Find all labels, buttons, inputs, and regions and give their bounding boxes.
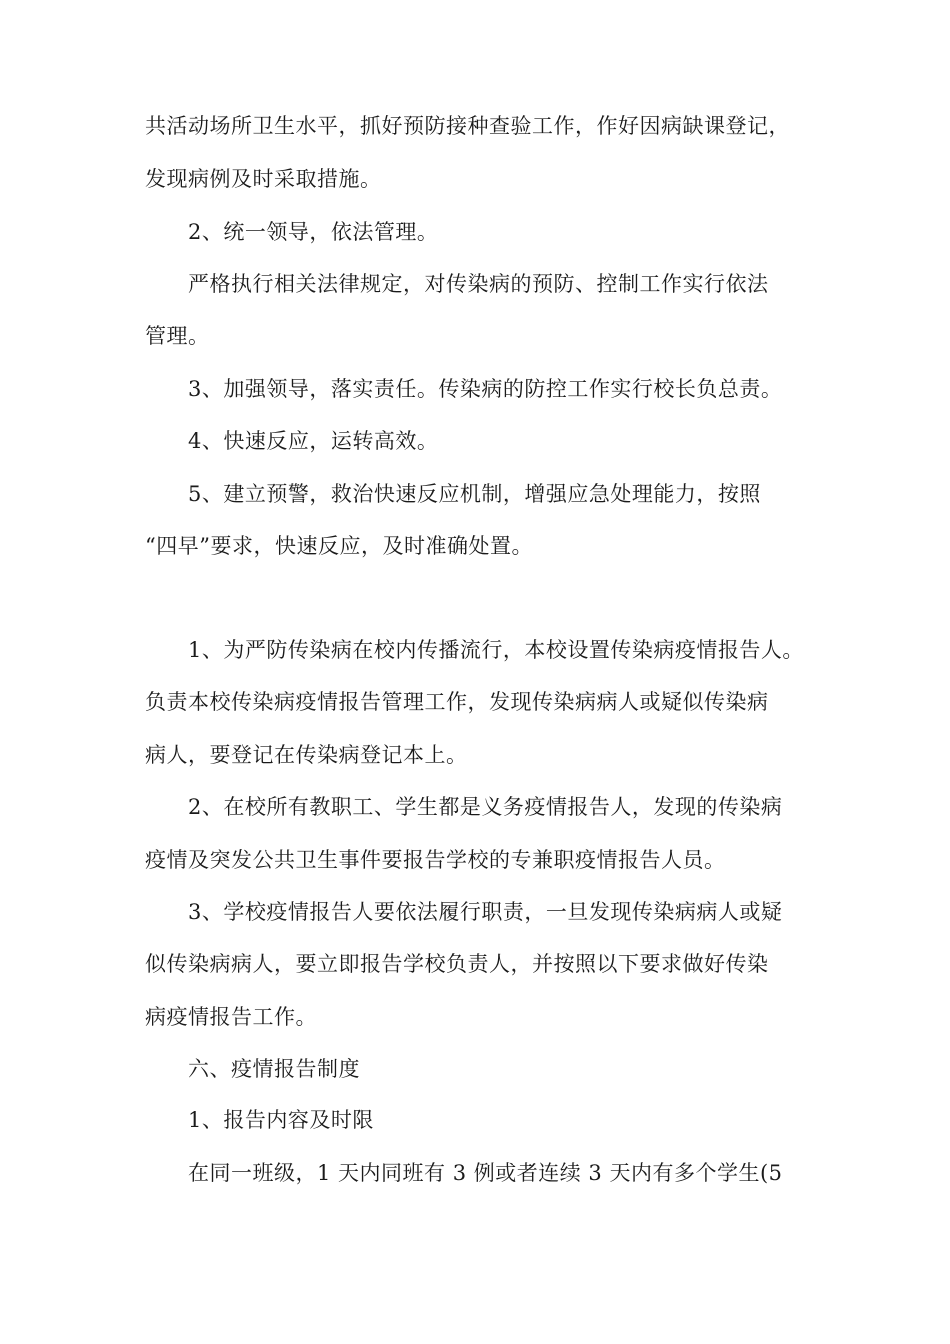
- text-line: 管理。: [145, 324, 210, 348]
- text-line: 病人，要登记在传染病登记本上。: [145, 743, 468, 767]
- text-line: 2、在校所有教职工、学生都是义务疫情报告人，发现的传染病: [188, 795, 783, 819]
- text-line: 负责本校传染病疫情报告管理工作，发现传染病病人或疑似传染病: [145, 690, 769, 714]
- text-line: 4、快速反应，运转高效。: [188, 429, 439, 453]
- text-line: 发现病例及时采取措施。: [145, 167, 382, 191]
- text-line: 1、报告内容及时限: [188, 1108, 374, 1132]
- text-line: 疫情及突发公共卫生事件要报告学校的专兼职疫情报告人员。: [145, 848, 726, 872]
- text-line: 5、建立预警，救治快速反应机制，增强应急处理能力，按照: [188, 482, 761, 506]
- text-line: 3、学校疫情报告人要依法履行职责，一旦发现传染病病人或疑: [188, 900, 783, 924]
- text-line: 病疫情报告工作。: [145, 1005, 317, 1029]
- text-line: 1、为严防传染病在校内传播流行，本校设置传染病疫情报告人。: [188, 638, 804, 662]
- text-line: 2、统一领导，依法管理。: [188, 220, 439, 244]
- text-line: 严格执行相关法律规定，对传染病的预防、控制工作实行依法: [188, 272, 769, 296]
- text-line: 似传染病病人，要立即报告学校负责人，并按照以下要求做好传染: [145, 952, 769, 976]
- text-line: 在同一班级，1 天内同班有 3 例或者连续 3 天内有多个学生(5: [188, 1161, 783, 1185]
- text-line: 3、加强领导，落实责任。传染病的防控工作实行校长负总责。: [188, 377, 783, 401]
- text-line: “四早”要求，快速反应，及时准确处置。: [145, 534, 533, 558]
- section-heading: 六、疫情报告制度: [188, 1057, 360, 1081]
- text-line: 共活动场所卫生水平，抓好预防接种查验工作，作好因病缺课登记，: [145, 114, 790, 138]
